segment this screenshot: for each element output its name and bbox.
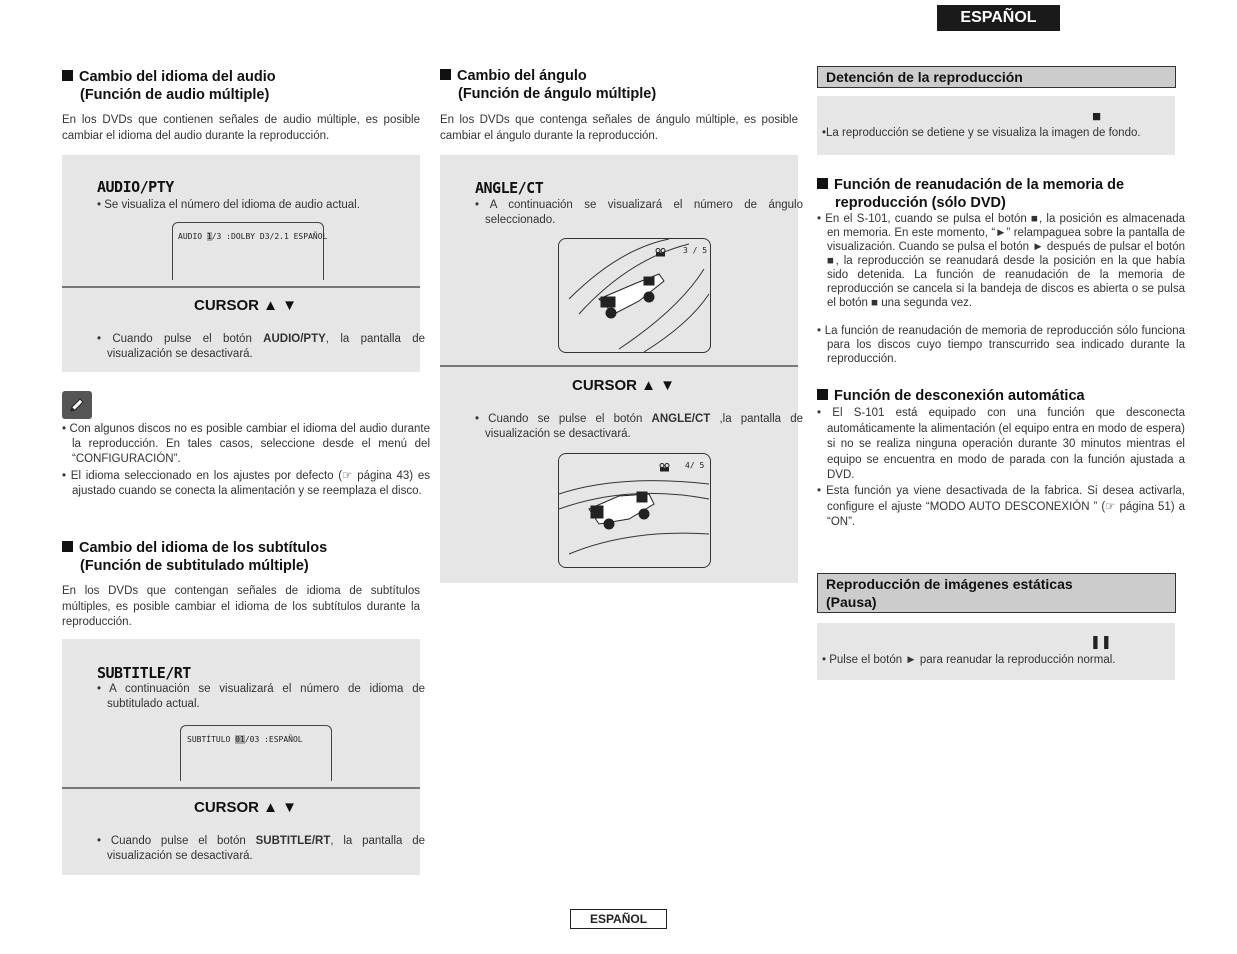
subtitle-intro: En los DVDs que contengan señales de idioma de subtítulos múltiples, es posible cambiar el idioma de los subtítulos durante la reproducción. xyxy=(62,585,420,628)
resume-bullet-2: • La función de reanudación de memoria de reproducción sólo funciona para los discos cuyo tiempo transcurrido sea indicado durante la reproducción. xyxy=(817,325,1185,365)
divider xyxy=(62,787,420,789)
pencil-note-icon xyxy=(62,391,92,419)
angle-ct-button-label: ANGLE/CT xyxy=(475,179,544,197)
subtitle-steps-box xyxy=(62,639,425,875)
stop-text: •La reproducción se detiene y se visualiza la imagen de fondo. xyxy=(822,127,1141,139)
stop-section-bar: Detención de la reproducción xyxy=(817,66,1176,88)
stop-box xyxy=(817,96,1175,155)
divider xyxy=(62,286,420,288)
subtitle-rt-button-label: SUBTITLE/RT xyxy=(97,664,191,682)
subtitle-osd-screen xyxy=(180,725,332,781)
camera-angle-icon xyxy=(659,459,671,468)
cursor-up-down-label: CURSOR ▲ ▼ xyxy=(194,297,298,314)
cursor-up-down-label: CURSOR ▲ ▼ xyxy=(572,377,676,394)
angle-step2: • Cuando se pulse el botón ANGLE/CT ,la pantalla de visualización se desactivará. xyxy=(475,413,803,440)
pause-section-bar: Reproducción de imágenes estáticas (Pausa) xyxy=(817,573,1176,613)
note-1: • Con algunos discos no es posible cambiar el idioma del audio durante la reproducción. En tales casos, seleccione desde el menú del “CONFIGURACIÓN”. xyxy=(62,423,430,465)
note-2: • El idioma seleccionado en los ajustes por defecto (☞ página 43) es ajustado cuando se conecta la alimentación y se reemplaza el disco. xyxy=(62,470,430,497)
stop-icon: ■ xyxy=(1092,108,1102,125)
race-car-illustration-1 xyxy=(559,239,710,352)
audio-pty-button-label: AUDIO/PTY xyxy=(97,178,174,196)
audio-step1: • Se visualiza el número del idioma de audio actual. xyxy=(97,199,360,211)
auto-off-bullet-2: • Esta función ya viene desactivada de la fabrica. Si desea activarla, configure el ajuste “MODO AUTO DESCONEXIÓN ” (☞ página 51) a “ON”. xyxy=(817,485,1185,528)
pause-box xyxy=(817,623,1175,680)
pause-text: • Pulse el botón ► para reanudar la reproducción normal. xyxy=(822,654,1116,666)
audio-steps-box xyxy=(62,155,425,372)
footer-language-label: ESPAÑOL xyxy=(570,909,667,929)
subtitle-heading: Cambio del idioma de los subtítulos (Función de subtitulado múltiple) xyxy=(62,539,422,575)
angle-intro: En los DVDs que contenga señales de ángulo múltiple, es posible cambiar el ángulo durante la reproducción. xyxy=(440,114,798,142)
subtitle-step1: • A continuación se visualizará el número de idioma de subtitulado actual. xyxy=(97,683,425,710)
camera-angle-icon xyxy=(655,244,667,253)
divider xyxy=(440,365,798,367)
audio-intro: En los DVDs que contienen señales de audio múltiple, es posible cambiar el idioma del audio durante la reproducción. xyxy=(62,114,420,142)
angle-tv-screen-2 xyxy=(558,453,711,568)
angle-steps-box xyxy=(440,155,803,583)
angle-heading: Cambio del ángulo (Función de ángulo múltiple) xyxy=(440,67,800,103)
audio-osd-text: AUDIO 1/3 :DOLBY D3/2.1 ESPAÑOL xyxy=(178,232,328,241)
subtitle-step2: • Cuando pulse el botón SUBTITLE/RT, la pantalla de visualización se desactivará. xyxy=(97,835,425,862)
language-tab: ESPAÑOL xyxy=(937,5,1060,31)
race-car-illustration-2 xyxy=(559,454,710,567)
square-bullet-icon xyxy=(62,70,73,81)
auto-off-bullet-1: • El S-101 está equipado con una función que desconecta automáticamente la alimentación (el equipo entra en modo de espera) si no se realiza ninguna operación durante 30 minutos mientras el equipo se encuentra en modo de parada con la función ajustada a DVD. xyxy=(817,407,1185,481)
square-bullet-icon xyxy=(62,541,73,552)
audio-step2: • Cuando pulse el botón AUDIO/PTY, la pantalla de visualización se desactivará. xyxy=(97,333,425,360)
audio-heading: Cambio del idioma del audio (Función de audio múltiple) xyxy=(62,68,422,104)
angle-tv-screen-1 xyxy=(558,238,711,353)
angle-step1: • A continuación se visualizará el número de ángulo seleccionado. xyxy=(475,199,803,226)
audio-osd-screen xyxy=(172,222,328,280)
square-bullet-icon xyxy=(440,69,451,80)
square-bullet-icon xyxy=(817,178,828,189)
auto-off-heading: Función de desconexión automática xyxy=(817,387,1175,405)
square-bullet-icon xyxy=(817,389,828,400)
angle-osd-number-2: 4/ 5 xyxy=(685,461,705,470)
angle-osd-number-1: 3 / 5 xyxy=(683,246,708,255)
resume-bullet-1: • En el S-101, cuando se pulsa el botón ■, la posición es almacenada en memoria. En este momento, “►” relampaguea sobre la pantalla de visualización. Cuando se pulsa el botón ► después de pulsar el botón ■, la reproducción se reanudará desde la posición en la que había sido detenida. La función de reanudación de la memoria de reproducción se cancela si la bandeja de discos es abierta o se pulsa el botón ■ una segunda vez. xyxy=(817,213,1185,309)
cursor-up-down-label: CURSOR ▲ ▼ xyxy=(194,799,298,816)
subtitle-osd-text: SUBTÍTULO 01/03 :ESPAÑOL xyxy=(187,735,303,744)
resume-heading: Función de reanudación de la memoria de reproducción (sólo DVD) xyxy=(817,176,1175,212)
pause-icon: ❚❚ xyxy=(1090,634,1112,649)
